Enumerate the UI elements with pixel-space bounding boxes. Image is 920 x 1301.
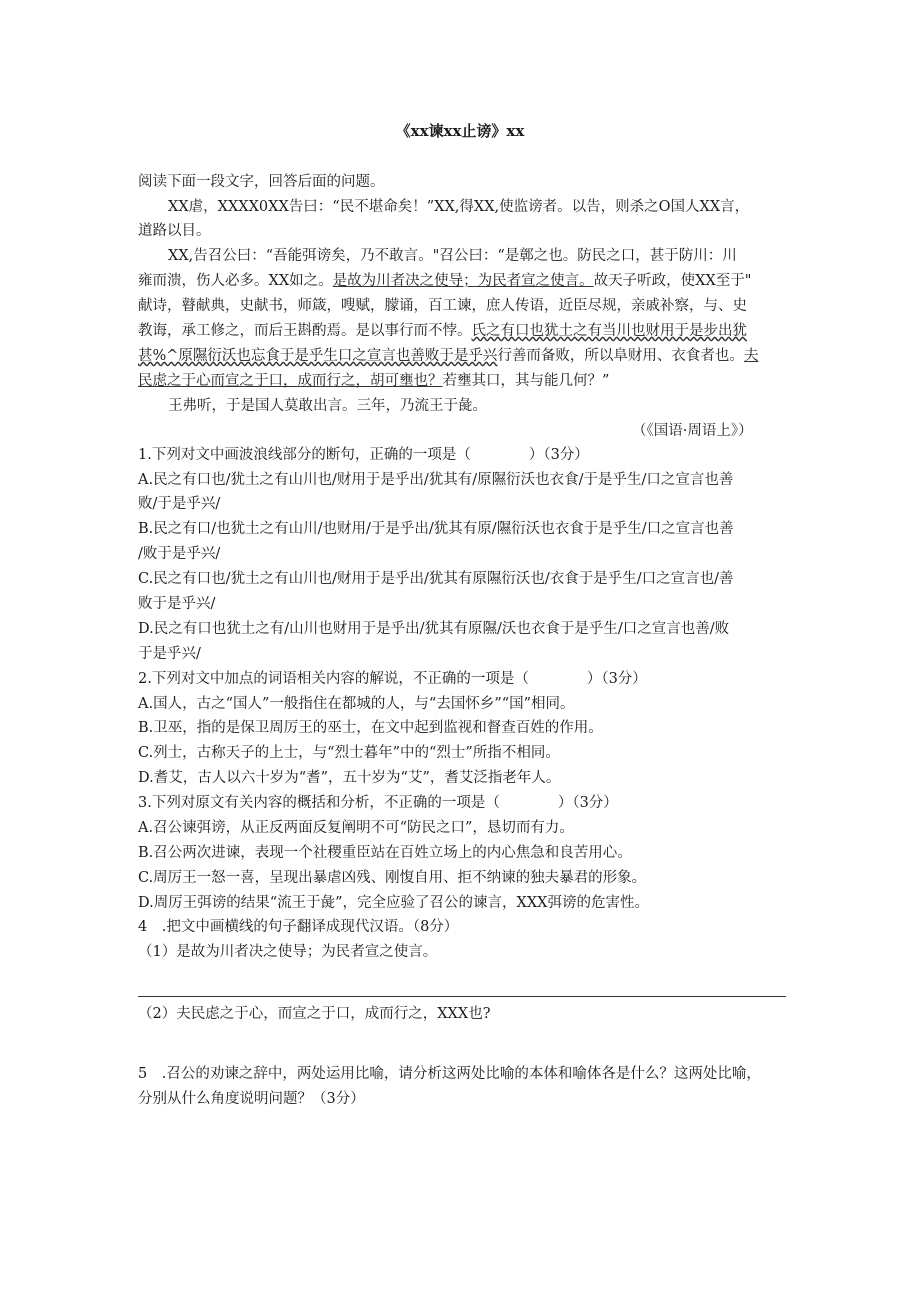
passage-text: 行善而备败，所以阜财用、衣食者也。 [497, 348, 744, 364]
passage-text: 雍而溃，伤人必多。XX如之。 [138, 273, 333, 289]
question-2-option-d: D.耆艾，古人以六十岁为“耆”，五十岁为“艾”，耆艾泛指老年人。 [138, 770, 561, 786]
wavy-line-text: 甚%^原隰衍沃也忘食于是乎生口之宣言也善败于是乎兴 [138, 348, 498, 364]
passage-line [138, 271, 751, 291]
passage-line: 献诗，瞽献典，史献书，师箴，嗖赋，朦诵，百工谏，庶人传语，近臣尽规，亲戚补察，与、史 [138, 298, 747, 314]
question-1-option-c: 败于是乎兴/ [138, 596, 216, 612]
source-citation: （《国语·周语上》） [632, 423, 753, 439]
question-3-option-a: A.召公谏弭谤，从正反两面反复阐明不可“防民之口”，恳切而有力。 [138, 820, 574, 836]
question-1-option-b: /败于是乎兴/ [138, 546, 221, 562]
passage-line [138, 321, 747, 341]
question-3-option-b: B.召公两次进谏，表现一个社稷重臣站在百姓立场上的内心焦急和良苦用心。 [138, 845, 632, 861]
underlined-sentence-2: 民虑之于心而宣之于口，成而行之，胡可壅也？ [138, 373, 443, 389]
question-5-stem: 分别从什么角度说明问题？（3分） [138, 1091, 365, 1107]
question-4-part-2: （2）夫民虑之于心，而宣之于口，成而行之，XXX也? [138, 1006, 491, 1022]
question-1-option-d: D.民之有口也犹土之有/山川也财用于是乎出/犹其有原隰/沃也衣食于是乎生/口之宣言也善/败 [138, 621, 730, 637]
passage-line: 王弗听，于是国人莫敢出言。三年，乃流王于彘。 [168, 398, 487, 414]
question-5-stem: 5 .召公的劝谏之辞中，两处运用比喻，请分析这两处比喻的本体和喻体各是什么？这两处比喻， [138, 1066, 761, 1082]
question-1-option-a: A.民之有口也/犹土之有山川也/财用于是乎出/犹其有/原隰衍沃也衣食/于是乎生/口之宣言也善 [138, 472, 734, 488]
wavy-line-text: 氏之有口也犹土之有当川也财用于是步出犹 [471, 323, 747, 339]
passage-line [138, 371, 609, 391]
question-2-stem: 2.下列对文中加点的词语相关内容的解说，不正确的一项是（ ）（3分） [138, 671, 647, 687]
question-3-option-c: C.周厉王一怒一喜，呈现出暴虐凶残、刚愎自用、拒不纳谏的独夫暴君的形象。 [138, 870, 647, 886]
passage-line [138, 346, 758, 366]
passage-text: 若壅其口，其与能几何？” [442, 373, 610, 389]
passage-line: XX,告召公曰：“吾能弭谤矣，乃不敢言。"召公曰：“是鄣之也。防民之口，甚于防川：川 [168, 248, 737, 264]
intro-text: 阅读下面一段文字，回答后面的问题。 [138, 174, 385, 190]
question-1-stem: 1.下列对文中画波浪线部分的断句，正确的一项是（ ）（3分） [138, 447, 589, 463]
question-1-option-a: 败/于是乎兴/ [138, 496, 221, 512]
question-2-option-c: C.列士，古称天子的上士，与“烈士暮年”中的“烈士”所指不相同。 [138, 745, 560, 761]
page-title: 《xx谏xx止谤》xx [395, 122, 525, 140]
passage-text: 故天子听政，使XX至于" [593, 273, 752, 289]
underlined-sentence-2: 夫 [743, 348, 759, 364]
question-1-option-c: C.民之有口也/犹土之有山川也/财用于是乎出/犹其有原隰衍沃也/衣食于是乎生/口之宣言也/善 [138, 571, 734, 587]
question-2-option-b: B.卫巫，指的是保卫周厉王的巫士，在文中起到监视和督查百姓的作用。 [138, 720, 603, 736]
question-1-option-d: 于是乎兴/ [138, 646, 201, 662]
question-4-stem: 4 .把文中画横线的句子翻译成现代汉语。（8分） [138, 919, 459, 935]
question-3-stem: 3.下列对原文有关内容的概括和分析，不正确的一项是（ ）（3分） [138, 795, 618, 811]
passage-line: 道路以目。 [138, 223, 211, 239]
passage-text: 教诲，承工修之，而后王斟酌焉。是以事行而不悖。 [138, 323, 472, 339]
question-3-option-d: D.周厉王弭谤的结果“流王于彘”，完全应验了召公的谏言，XXX弭谤的危害性。 [138, 895, 650, 911]
underlined-sentence-1: 是故为川者决之使导；为民者宣之使言。 [332, 273, 594, 289]
passage-line: XX虐，XXXX0XX告曰：“民不堪命矣！”XX,得XX,使监谤者。以告，则杀之O国人XX言， [168, 199, 750, 215]
question-4-part-1: （1）是故为川者决之使导；为民者宣之使言。 [138, 944, 438, 960]
question-2-option-a: A.国人，古之“国人”一般指住在都城的人，与“去国怀乡”“国”相同。 [138, 696, 575, 712]
answer-line [138, 996, 786, 997]
question-1-option-b: B.民之有口/也犹土之有山川/也财用/于是乎出/犹其有原/隰衍沃也衣食于是乎生/口之宣言也善 [138, 521, 734, 537]
